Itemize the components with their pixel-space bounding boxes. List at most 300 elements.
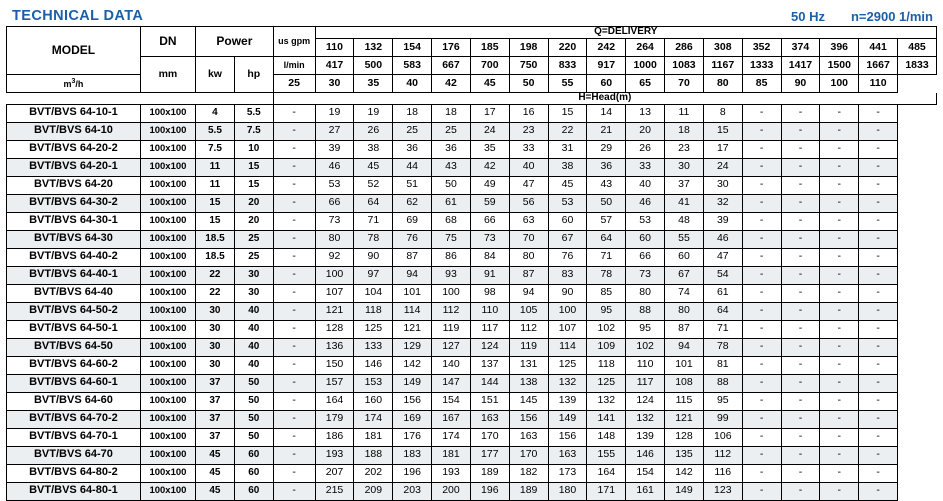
cell-head-15: - <box>859 266 898 284</box>
cell-head-4: 18 <box>432 104 471 122</box>
cell-head-6: 189 <box>509 482 548 500</box>
cell-head-14: - <box>820 428 859 446</box>
cell-hp: 50 <box>234 392 273 410</box>
cell-head-1: 92 <box>315 248 354 266</box>
cell-head-9: 139 <box>626 428 665 446</box>
cell-head-11: 116 <box>703 464 742 482</box>
header-usgpm-1: 132 <box>354 39 393 57</box>
cell-head-8: 95 <box>587 302 626 320</box>
cell-head-4: 36 <box>432 140 471 158</box>
cell-head-7: 45 <box>548 176 587 194</box>
cell-head-4: 193 <box>432 464 471 482</box>
cell-head-5: 124 <box>470 338 509 356</box>
cell-head-5: 189 <box>470 464 509 482</box>
cell-head-9: 117 <box>626 374 665 392</box>
cell-head-2: 104 <box>354 284 393 302</box>
header-unit-m3h: $m^3/h$ <box>7 75 141 93</box>
table-row <box>7 248 937 266</box>
cell-head-11: 8 <box>703 104 742 122</box>
cell-dn: 100x100 <box>140 284 195 302</box>
pump-performance-table <box>6 26 937 501</box>
header-lmin-13: 1500 <box>820 57 859 75</box>
cell-hp: 15 <box>234 158 273 176</box>
cell-head-0: - <box>273 194 315 212</box>
cell-head-8: 171 <box>587 482 626 500</box>
cell-head-0: - <box>273 482 315 500</box>
header-m3h-13: 90 <box>781 75 820 93</box>
cell-head-7: 31 <box>548 140 587 158</box>
cell-head-3: 129 <box>393 338 432 356</box>
cell-head-9: 33 <box>626 158 665 176</box>
cell-head-14: - <box>820 482 859 500</box>
cell-head-3: 36 <box>393 140 432 158</box>
cell-head-1: 27 <box>315 122 354 140</box>
header-usgpm-8: 264 <box>626 39 665 57</box>
cell-head-9: 132 <box>626 410 665 428</box>
header-usgpm-14: 441 <box>859 39 898 57</box>
cell-head-0: - <box>273 428 315 446</box>
cell-kw: 11 <box>196 158 235 176</box>
cell-kw: 5.5 <box>196 122 235 140</box>
cell-head-15: - <box>859 320 898 338</box>
cell-model: BVT/BVS 64-70-2 <box>7 410 141 428</box>
cell-head-13: - <box>781 194 820 212</box>
cell-head-5: 151 <box>470 392 509 410</box>
cell-head-13: - <box>781 158 820 176</box>
cell-head-7: 76 <box>548 248 587 266</box>
cell-head-10: 94 <box>665 338 704 356</box>
cell-head-13: - <box>781 338 820 356</box>
cell-head-3: 94 <box>393 266 432 284</box>
cell-hp: 40 <box>234 338 273 356</box>
cell-dn: 100x100 <box>140 356 195 374</box>
cell-head-13: - <box>781 140 820 158</box>
cell-head-14: - <box>820 338 859 356</box>
cell-head-13: - <box>781 428 820 446</box>
cell-head-11: 81 <box>703 356 742 374</box>
header-usgpm-2: 154 <box>393 39 432 57</box>
header-dn: DN <box>140 27 195 57</box>
cell-kw: 15 <box>196 212 235 230</box>
cell-head-4: 68 <box>432 212 471 230</box>
cell-head-2: 64 <box>354 194 393 212</box>
cell-model: BVT/BVS 64-10-1 <box>7 104 141 122</box>
cell-head-5: 49 <box>470 176 509 194</box>
cell-head-2: 146 <box>354 356 393 374</box>
table-row <box>7 266 937 284</box>
table-row <box>7 122 937 140</box>
cell-head-3: 76 <box>393 230 432 248</box>
cell-head-4: 147 <box>432 374 471 392</box>
cell-head-9: 66 <box>626 248 665 266</box>
cell-hp: 25 <box>234 248 273 266</box>
header-lmin-0: 417 <box>315 57 354 75</box>
cell-head-14: - <box>820 320 859 338</box>
cell-head-9: 102 <box>626 338 665 356</box>
table-row <box>7 320 937 338</box>
cell-head-15: - <box>859 428 898 446</box>
cell-head-15: - <box>859 284 898 302</box>
table-row <box>7 338 937 356</box>
header-lmin-2: 583 <box>393 57 432 75</box>
cell-kw: 30 <box>196 338 235 356</box>
header-lmin-8: 1000 <box>626 57 665 75</box>
cell-head-2: 97 <box>354 266 393 284</box>
cell-model: BVT/BVS 64-50-1 <box>7 320 141 338</box>
cell-head-5: 144 <box>470 374 509 392</box>
cell-head-5: 91 <box>470 266 509 284</box>
speed-label: n=2900 1/min <box>850 9 933 24</box>
cell-kw: 37 <box>196 392 235 410</box>
cell-head-5: 196 <box>470 482 509 500</box>
header-specs <box>791 9 933 24</box>
cell-head-11: 15 <box>703 122 742 140</box>
cell-dn: 100x100 <box>140 410 195 428</box>
cell-head-5: 170 <box>470 428 509 446</box>
cell-model: BVT/BVS 64-40-2 <box>7 248 141 266</box>
cell-head-7: 90 <box>548 284 587 302</box>
cell-head-12: - <box>742 338 781 356</box>
header-lmin-7: 917 <box>587 57 626 75</box>
cell-head-0: - <box>273 158 315 176</box>
header-m3h-14: 100 <box>820 75 859 93</box>
cell-head-15: - <box>859 374 898 392</box>
cell-head-10: 37 <box>665 176 704 194</box>
header-usgpm-15: 485 <box>898 39 937 57</box>
cell-head-11: 123 <box>703 482 742 500</box>
cell-kw: 30 <box>196 320 235 338</box>
cell-head-2: 160 <box>354 392 393 410</box>
cell-model: BVT/BVS 64-20-2 <box>7 140 141 158</box>
cell-head-13: - <box>781 122 820 140</box>
cell-head-13: - <box>781 464 820 482</box>
header-lmin-1: 500 <box>354 57 393 75</box>
cell-head-10: 74 <box>665 284 704 302</box>
cell-head-0: - <box>273 122 315 140</box>
cell-head-12: - <box>742 392 781 410</box>
cell-head-5: 117 <box>470 320 509 338</box>
cell-head-3: 87 <box>393 248 432 266</box>
cell-head-2: 19 <box>354 104 393 122</box>
cell-head-12: - <box>742 320 781 338</box>
header-q-delivery: Q=DELIVERY <box>315 27 936 39</box>
cell-head-4: 25 <box>432 122 471 140</box>
cell-hp: 5.5 <box>234 104 273 122</box>
cell-head-7: 173 <box>548 464 587 482</box>
cell-head-15: - <box>859 212 898 230</box>
cell-head-6: 23 <box>509 122 548 140</box>
cell-head-14: - <box>820 410 859 428</box>
table-row <box>7 302 937 320</box>
cell-head-12: - <box>742 122 781 140</box>
cell-hp: 30 <box>234 266 273 284</box>
cell-head-2: 26 <box>354 122 393 140</box>
cell-hp: 60 <box>234 464 273 482</box>
header-usgpm-6: 220 <box>548 39 587 57</box>
cell-model: BVT/BVS 64-60 <box>7 392 141 410</box>
cell-head-9: 53 <box>626 212 665 230</box>
cell-kw: 15 <box>196 194 235 212</box>
header-lmin-14: 1667 <box>859 57 898 75</box>
cell-hp: 40 <box>234 302 273 320</box>
cell-head-15: - <box>859 248 898 266</box>
cell-head-6: 87 <box>509 266 548 284</box>
cell-kw: 37 <box>196 374 235 392</box>
cell-head-14: - <box>820 284 859 302</box>
cell-head-4: 112 <box>432 302 471 320</box>
cell-head-5: 137 <box>470 356 509 374</box>
cell-dn: 100x100 <box>140 428 195 446</box>
header-m3h-1: 30 <box>315 75 354 93</box>
table-row <box>7 464 937 482</box>
cell-head-3: 169 <box>393 410 432 428</box>
cell-head-12: - <box>742 140 781 158</box>
cell-head-14: - <box>820 464 859 482</box>
cell-head-4: 86 <box>432 248 471 266</box>
cell-head-4: 181 <box>432 446 471 464</box>
cell-head-6: 94 <box>509 284 548 302</box>
cell-kw: 7.5 <box>196 140 235 158</box>
cell-model: BVT/BVS 64-60-1 <box>7 374 141 392</box>
cell-head-11: 106 <box>703 428 742 446</box>
cell-head-3: 196 <box>393 464 432 482</box>
cell-model: BVT/BVS 64-60-2 <box>7 356 141 374</box>
cell-dn: 100x100 <box>140 248 195 266</box>
header-unit-lmin: l/min <box>273 57 315 75</box>
cell-head-1: 107 <box>315 284 354 302</box>
cell-head-9: 161 <box>626 482 665 500</box>
cell-head-1: 128 <box>315 320 354 338</box>
header-usgpm-10: 308 <box>703 39 742 57</box>
cell-kw: 22 <box>196 266 235 284</box>
cell-head-3: 121 <box>393 320 432 338</box>
cell-head-14: - <box>820 266 859 284</box>
cell-head-7: 15 <box>548 104 587 122</box>
table-row <box>7 176 937 194</box>
cell-head-3: 18 <box>393 104 432 122</box>
cell-head-2: 209 <box>354 482 393 500</box>
cell-head-3: 69 <box>393 212 432 230</box>
cell-head-1: 46 <box>315 158 354 176</box>
cell-head-14: - <box>820 158 859 176</box>
cell-head-1: 150 <box>315 356 354 374</box>
cell-head-10: 23 <box>665 140 704 158</box>
cell-head-6: 145 <box>509 392 548 410</box>
cell-head-10: 30 <box>665 158 704 176</box>
cell-head-1: 215 <box>315 482 354 500</box>
cell-kw: 45 <box>196 446 235 464</box>
cell-head-15: - <box>859 356 898 374</box>
cell-head-0: - <box>273 374 315 392</box>
cell-dn: 100x100 <box>140 302 195 320</box>
cell-head-7: 156 <box>548 428 587 446</box>
cell-dn: 100x100 <box>140 158 195 176</box>
cell-head-1: 100 <box>315 266 354 284</box>
cell-head-13: - <box>781 302 820 320</box>
cell-head-14: - <box>820 356 859 374</box>
cell-head-8: 141 <box>587 410 626 428</box>
table-header-row-1 <box>7 27 937 39</box>
cell-head-15: - <box>859 392 898 410</box>
header-usgpm-11: 352 <box>742 39 781 57</box>
cell-head-7: 114 <box>548 338 587 356</box>
cell-head-9: 146 <box>626 446 665 464</box>
cell-kw: 45 <box>196 464 235 482</box>
cell-head-6: 63 <box>509 212 548 230</box>
cell-head-10: 115 <box>665 392 704 410</box>
cell-head-10: 80 <box>665 302 704 320</box>
header-m3h-7: 55 <box>548 75 587 93</box>
cell-hp: 50 <box>234 428 273 446</box>
cell-head-15: - <box>859 482 898 500</box>
cell-kw: 37 <box>196 410 235 428</box>
cell-head-2: 71 <box>354 212 393 230</box>
cell-head-9: 80 <box>626 284 665 302</box>
header-kw: kw <box>196 57 235 93</box>
cell-head-7: 38 <box>548 158 587 176</box>
cell-head-7: 180 <box>548 482 587 500</box>
cell-dn: 100x100 <box>140 338 195 356</box>
cell-head-15: - <box>859 140 898 158</box>
cell-head-11: 112 <box>703 446 742 464</box>
cell-model: BVT/BVS 64-50-2 <box>7 302 141 320</box>
cell-head-0: - <box>273 410 315 428</box>
cell-head-6: 182 <box>509 464 548 482</box>
cell-hp: 25 <box>234 230 273 248</box>
cell-head-8: 132 <box>587 392 626 410</box>
header-model: MODEL <box>7 27 141 75</box>
cell-head-2: 45 <box>354 158 393 176</box>
cell-head-4: 50 <box>432 176 471 194</box>
cell-head-6: 33 <box>509 140 548 158</box>
table-row <box>7 158 937 176</box>
cell-head-9: 13 <box>626 104 665 122</box>
header-usgpm-4: 185 <box>470 39 509 57</box>
cell-head-10: 11 <box>665 104 704 122</box>
cell-head-14: - <box>820 212 859 230</box>
cell-head-11: 39 <box>703 212 742 230</box>
cell-head-8: 21 <box>587 122 626 140</box>
cell-hp: 50 <box>234 374 273 392</box>
cell-head-13: - <box>781 104 820 122</box>
cell-head-7: 100 <box>548 302 587 320</box>
cell-head-0: - <box>273 356 315 374</box>
cell-head-2: 174 <box>354 410 393 428</box>
cell-head-13: - <box>781 248 820 266</box>
header-usgpm-0: 110 <box>315 39 354 57</box>
cell-head-9: 88 <box>626 302 665 320</box>
cell-head-11: 17 <box>703 140 742 158</box>
table-row <box>7 140 937 158</box>
cell-head-10: 142 <box>665 464 704 482</box>
cell-model: BVT/BVS 64-30-2 <box>7 194 141 212</box>
cell-head-12: - <box>742 482 781 500</box>
cell-head-1: 179 <box>315 410 354 428</box>
cell-head-6: 47 <box>509 176 548 194</box>
header-unit-usgpm: us gpm <box>273 27 315 57</box>
cell-head-6: 16 <box>509 104 548 122</box>
cell-head-7: 53 <box>548 194 587 212</box>
header-m3h-9: 65 <box>626 75 665 93</box>
cell-head-7: 83 <box>548 266 587 284</box>
cell-head-12: - <box>742 356 781 374</box>
cell-head-15: - <box>859 464 898 482</box>
header-m3h-5: 45 <box>470 75 509 93</box>
cell-head-13: - <box>781 284 820 302</box>
cell-head-10: 41 <box>665 194 704 212</box>
header-h-head: H=Head(m) <box>273 93 936 105</box>
header-usgpm-9: 286 <box>665 39 704 57</box>
cell-head-10: 48 <box>665 212 704 230</box>
cell-head-14: - <box>820 122 859 140</box>
cell-head-8: 102 <box>587 320 626 338</box>
cell-head-4: 167 <box>432 410 471 428</box>
cell-head-12: - <box>742 248 781 266</box>
cell-dn: 100x100 <box>140 140 195 158</box>
header-usgpm-5: 198 <box>509 39 548 57</box>
cell-head-9: 124 <box>626 392 665 410</box>
cell-head-3: 203 <box>393 482 432 500</box>
cell-head-11: 99 <box>703 410 742 428</box>
cell-head-3: 176 <box>393 428 432 446</box>
cell-head-15: - <box>859 194 898 212</box>
cell-head-12: - <box>742 446 781 464</box>
cell-hp: 40 <box>234 356 273 374</box>
cell-head-14: - <box>820 230 859 248</box>
cell-head-7: 22 <box>548 122 587 140</box>
cell-head-14: - <box>820 176 859 194</box>
header-lmin-4: 700 <box>470 57 509 75</box>
header-lmin-9: 1083 <box>665 57 704 75</box>
cell-head-12: - <box>742 374 781 392</box>
cell-head-1: 19 <box>315 104 354 122</box>
cell-head-10: 101 <box>665 356 704 374</box>
cell-head-13: - <box>781 266 820 284</box>
cell-head-7: 139 <box>548 392 587 410</box>
cell-head-1: 73 <box>315 212 354 230</box>
cell-head-9: 110 <box>626 356 665 374</box>
cell-head-3: 51 <box>393 176 432 194</box>
page-header <box>6 0 937 26</box>
cell-head-12: - <box>742 284 781 302</box>
cell-head-4: 93 <box>432 266 471 284</box>
cell-head-12: - <box>742 302 781 320</box>
cell-head-4: 75 <box>432 230 471 248</box>
cell-hp: 20 <box>234 212 273 230</box>
table-row <box>7 392 937 410</box>
cell-dn: 100x100 <box>140 446 195 464</box>
cell-head-4: 154 <box>432 392 471 410</box>
cell-head-4: 100 <box>432 284 471 302</box>
cell-head-6: 112 <box>509 320 548 338</box>
cell-model: BVT/BVS 64-40-1 <box>7 266 141 284</box>
cell-dn: 100x100 <box>140 104 195 122</box>
table-row <box>7 212 937 230</box>
cell-kw: 22 <box>196 284 235 302</box>
cell-head-11: 30 <box>703 176 742 194</box>
cell-head-4: 174 <box>432 428 471 446</box>
header-usgpm-12: 374 <box>781 39 820 57</box>
cell-head-9: 26 <box>626 140 665 158</box>
cell-head-12: - <box>742 410 781 428</box>
cell-hp: 60 <box>234 446 273 464</box>
cell-head-13: - <box>781 374 820 392</box>
header-m3h-8: 60 <box>587 75 626 93</box>
cell-head-10: 108 <box>665 374 704 392</box>
cell-head-5: 98 <box>470 284 509 302</box>
cell-head-2: 202 <box>354 464 393 482</box>
cell-head-6: 170 <box>509 446 548 464</box>
